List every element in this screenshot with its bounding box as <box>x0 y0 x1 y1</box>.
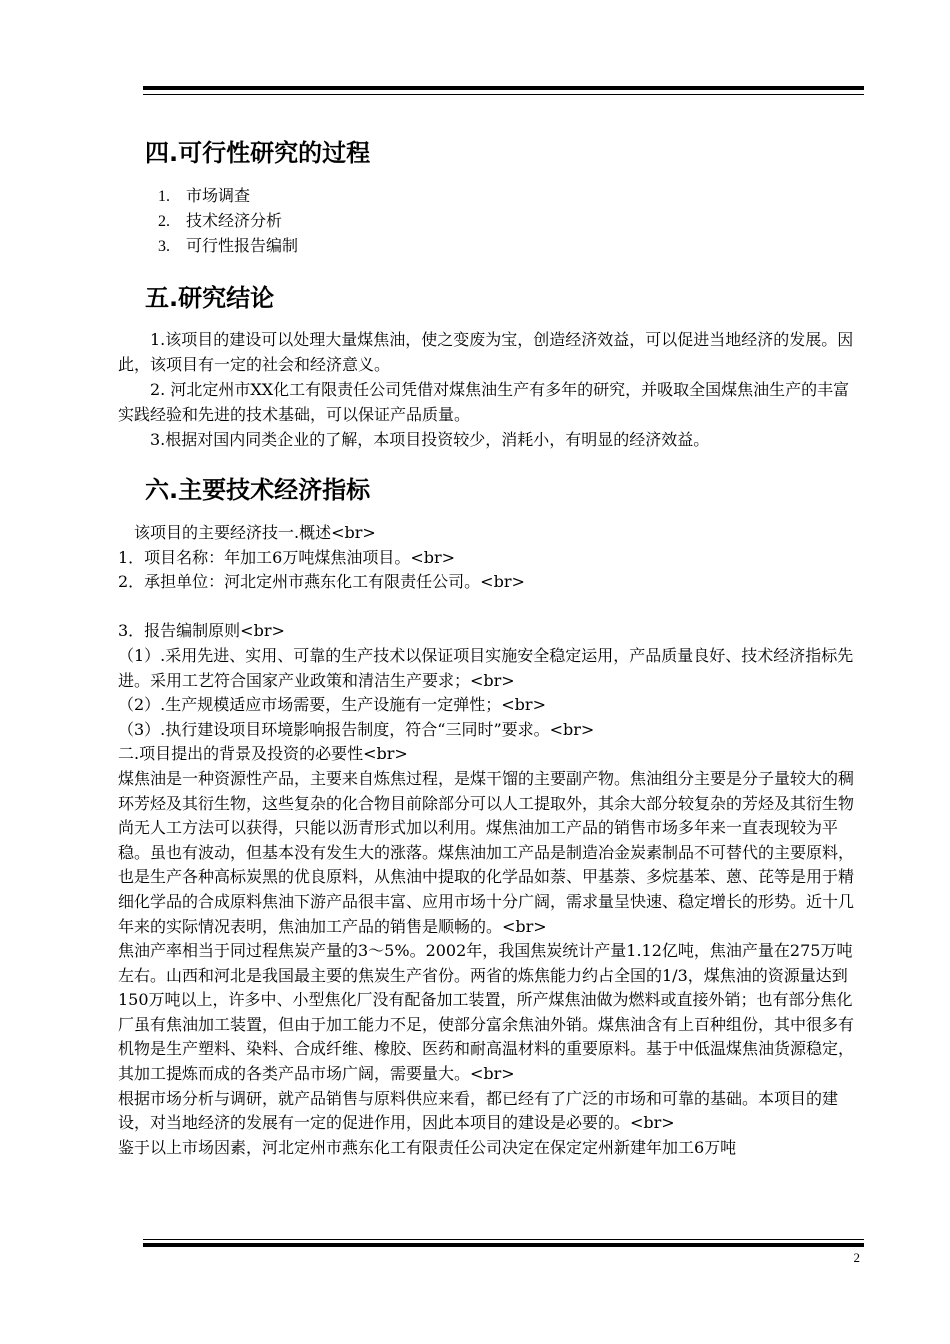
conclusion-paragraph: 3.根据对国内同类企业的了解，本项目投资较少，消耗小，有明显的经济效益。 <box>150 430 710 449</box>
section-5-heading: 五.研究结论 <box>145 284 275 312</box>
body-line: 3．报告编制原则<br> <box>118 621 285 641</box>
body-paragraph: 煤焦油是一种资源性产品，主要来自炼焦过程，是煤干馏的主要副产物。焦油组分主要是分子量较大的稠环芳烃及其衍生物，这些复杂的化合物目前除部分可以人工提取外，其余大部分较复杂的芳烃及其衍生物尚无人工方法可以获得，只能以沥青形式加以利用。煤焦油加工产品的销售市场多年来一直表现较为平稳。虽也有波动，但基本没有发生大的涨落。煤焦油加工产品是制造冶金炭素制品不可替代的主要原料，也是生产各种高标炭黑的优良原料，从焦油中提取的化学品如萘、甲基萘、多烷基苯、蒽、芘等是用于精细化学品的合成原料焦油下游产品很丰富、应用市场十分广阔，需求量呈快速、稳定增长的形势。近十几年来的实际情况表明，焦油加工产品的销售是顺畅的。<br> <box>118 768 855 936</box>
body-line: 该项目的主要经济技一.概述<br> <box>134 523 376 542</box>
body-line: 鉴于以上市场因素，河北定州市燕东化工有限责任公司决定在保定定州新建年加工6万吨 <box>118 1137 737 1157</box>
footer-rule <box>143 1239 864 1247</box>
list-item: 2. 技术经济分析 <box>158 211 283 230</box>
section-4-list <box>158 183 298 258</box>
section-6-heading: 六.主要技术经济指标 <box>145 476 371 504</box>
conclusion-paragraph: 1.该项目的建设可以处理大量煤焦油，使之变废为宝，创造经济效益，可以促进当地经济的发展。因此，该项目有一定的社会和经济意义。 <box>118 330 854 374</box>
page-number: 2 <box>853 1250 860 1265</box>
list-item: 1. 市场调查 <box>158 186 251 205</box>
conclusion-paragraph: 2. 河北定州市XX化工有限责任公司凭借对煤焦油生产有多年的研究，并吸取全国煤焦油生产的丰富实践经验和先进的技术基础，可以保证产品质量。 <box>118 380 850 424</box>
body-paragraph: 焦油产率相当于同过程焦炭产量的3～5%。2002年，我国焦炭统计产量1.12亿吨，焦油产量在275万吨左右。山西和河北是我国最主要的焦炭生产省份。两省的炼焦能力约占全国的1/3，煤焦油的资源量达到150万吨以上，许多中、小型焦化厂没有配备加工装置，所产煤焦油做为燃料或直接外销；也有部分焦化厂虽有焦油加工装置，但由于加工能力不足，使部分富余焦油外销。煤焦油含有上百种组份，其中很多有机物是生产塑料、染料、合成纤维、橡胶、医药和耐高温材料的重要原料。基于中低温煤焦油货源稳定，其加工提炼而成的各类产品市场广阔，需要量大。<br> <box>118 941 855 1084</box>
list-item: 3. 可行性报告编制 <box>158 236 299 255</box>
body-line: （2）.生产规模适应市场需要，生产设施有一定弹性；<br> <box>118 695 546 715</box>
section-5-body <box>118 327 864 452</box>
body-paragraph: 根据市场分析与调研，就产品销售与原料供应来看，都已经有了广泛的市场和可靠的基础。本项目的建设，对当地经济的发展有一定的促进作用，因此本项目的建设是必要的。<br> <box>118 1088 839 1133</box>
body-paragraph: （1）.采用先进、实用、可靠的生产技术以保证项目实施安全稳定运用，产品质量良好、技术经济指标先进。采用工艺符合国家产业政策和清洁生产要求；<br> <box>118 645 854 690</box>
header-rule <box>143 86 864 95</box>
blank-line <box>118 595 864 620</box>
section-6-body <box>118 521 864 1160</box>
section-4-heading: 四.可行性研究的过程 <box>145 139 371 167</box>
body-line: （3）.执行建设项目环境影响报告制度，符合“三同时”要求。<br> <box>118 719 595 739</box>
body-line: 二.项目提出的背景及投资的必要性<br> <box>118 744 408 764</box>
body-line: 2．承担单位：河北定州市燕东化工有限责任公司。<br> <box>118 572 525 592</box>
body-line: 1．项目名称：年加工6万吨煤焦油项目。<br> <box>118 547 456 567</box>
